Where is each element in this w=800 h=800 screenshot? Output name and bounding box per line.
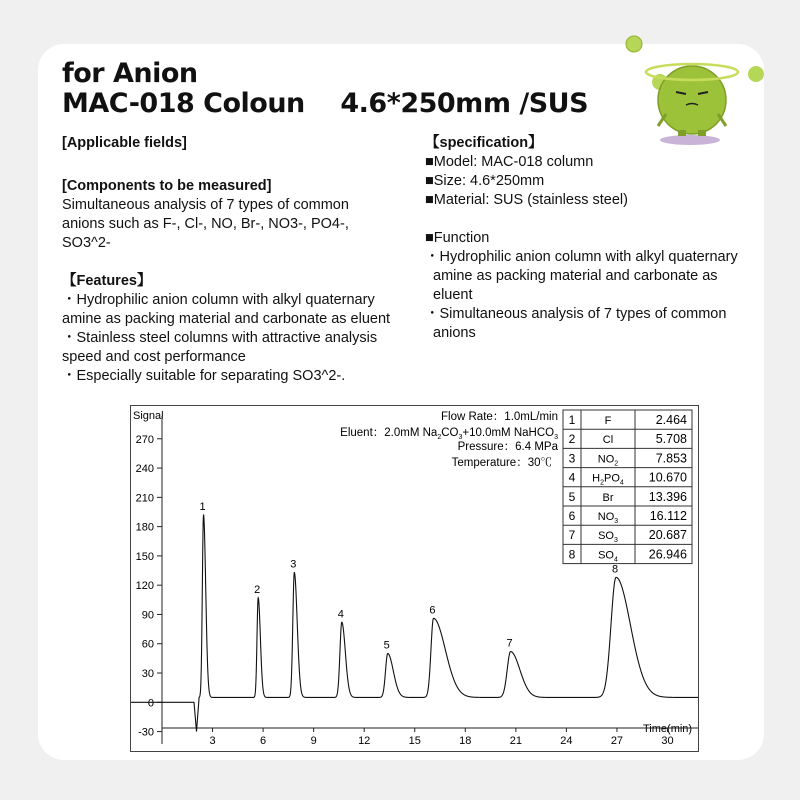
components-line: Simultaneous analysis of 7 types of common (62, 197, 349, 213)
spec-line: ■Material: SUS (stainless steel) (425, 192, 628, 208)
function-line: amine as packing material and carbonate as (433, 268, 718, 284)
eluent-part: Eluent：2.0mM Na (340, 427, 438, 439)
ion-text: NO (597, 511, 615, 523)
y-tick-label: 210 (135, 492, 154, 505)
table-cell-time: 5.708 (655, 432, 687, 447)
eluent-sub: 3 (458, 434, 463, 441)
table-cell-no: 3 (568, 451, 576, 466)
table-cell-time: 10.670 (648, 470, 687, 485)
components-line: SO3^2- (62, 235, 111, 251)
table-cell-time: 7.853 (655, 451, 687, 466)
retention-table (563, 410, 692, 564)
x-tick-label: 9 (310, 735, 317, 747)
flow-rate-text: Flow Rate：1.0mL/min (441, 411, 558, 423)
features-heading: 【Features】 (62, 273, 152, 289)
x-axis-label: Time(min) (643, 723, 693, 735)
y-tick-label: 180 (135, 521, 154, 534)
ion-text: H (592, 472, 601, 485)
applicable-fields-heading: [Applicable fields] (62, 135, 187, 151)
peak-label: 5 (383, 639, 390, 652)
ion-text: Br (602, 491, 614, 504)
table-cell-no: 2 (568, 432, 576, 447)
table-cell-ion (592, 473, 624, 487)
chromatogram-svg (131, 406, 698, 751)
ion-text: SO (598, 530, 614, 543)
peak-label: 2 (254, 583, 261, 596)
x-tick-label: 27 (610, 735, 624, 747)
chromatogram-chart (130, 405, 699, 752)
function-line: ・Hydrophilic anion column with alkyl quaternary (425, 249, 738, 265)
eluent-part: CO (441, 427, 459, 439)
y-tick-label: -30 (138, 726, 154, 739)
feature-line: amine as packing material and carbonate as eluent (62, 311, 391, 327)
temperature-text: Temperature：30℃ (451, 457, 552, 469)
table-cell-no: 6 (568, 509, 576, 523)
eluent-sub: 3 (554, 434, 558, 441)
table-cell-ion (603, 492, 614, 504)
page-title-line2: MAC-018 Coloun 4.6*250mm /SUS (62, 88, 589, 119)
y-tick-label: 0 (147, 697, 154, 710)
function-line: ・Simultaneous analysis of 7 types of common (425, 306, 727, 322)
table-cell-time: 13.396 (648, 489, 687, 504)
table-cell-no: 5 (568, 489, 576, 504)
ion-sub: 4 (614, 556, 618, 564)
ion-text: NO (597, 453, 615, 466)
feature-line: ・Especially suitable for separating SO3^2-. (62, 368, 346, 384)
pressure-text: Pressure：6.4 MPa (457, 441, 558, 453)
x-tick-label: 6 (260, 735, 267, 747)
peak-label: 3 (290, 558, 297, 571)
ion-sub: 3 (614, 518, 619, 525)
x-tick-label: 21 (509, 735, 522, 747)
peak-label: 8 (611, 563, 619, 576)
table-cell-time: 2.464 (655, 413, 687, 427)
components-heading: [Components to be measured] (62, 178, 272, 194)
ion-text: Cl (602, 434, 614, 447)
peak-label: 6 (429, 604, 436, 617)
eluent-sub: 2 (437, 434, 442, 441)
feature-line: ・Stainless steel columns with attractive analysis (62, 330, 378, 346)
page-title-line1: for Anion (62, 58, 198, 89)
y-tick-label: 120 (135, 580, 154, 593)
spec-heading: 【specification】 (425, 135, 543, 151)
y-tick-label: 30 (141, 668, 154, 681)
table-cell-no: 7 (568, 528, 576, 543)
table-cell-no: 1 (568, 413, 576, 427)
table-cell-time: 20.687 (648, 528, 687, 543)
peak-label: 1 (199, 500, 206, 513)
right-column (425, 134, 765, 343)
y-axis-label: Signal (133, 410, 164, 422)
left-column (62, 134, 422, 386)
peak-label: 7 (506, 637, 513, 650)
table-cell-ion (605, 415, 612, 427)
x-tick-label: 15 (408, 735, 421, 747)
x-tick-label: 3 (209, 735, 216, 747)
ion-text: PO (604, 472, 620, 485)
spec-line: ■Size: 4.6*250mm (425, 173, 545, 189)
table-cell-no: 8 (568, 547, 576, 562)
ion-text: SO (598, 549, 614, 562)
components-line: anions such as F-, Cl-, NO, Br-, NO3-, PO4-, (62, 216, 349, 232)
y-tick-label: 270 (135, 433, 154, 446)
ion-text: F (604, 415, 612, 427)
function-line: anions (433, 325, 476, 341)
feature-line: ・Hydrophilic anion column with alkyl quaternary (62, 292, 375, 308)
y-tick-label: 90 (141, 609, 154, 622)
peak-labels (199, 501, 618, 652)
function-line: eluent (433, 287, 473, 303)
ion-sub: 2 (600, 479, 605, 487)
function-heading: ■Function (425, 230, 490, 246)
table-cell-ion (603, 434, 613, 446)
y-tick-label: 240 (135, 463, 154, 476)
table-cell-no: 4 (568, 470, 576, 485)
x-tick-label: 24 (560, 735, 573, 747)
y-tick-label: 150 (135, 550, 154, 563)
eluent-text (340, 427, 558, 441)
spec-line: ■Model: MAC-018 column (425, 154, 594, 170)
x-tick-label: 12 (358, 735, 371, 747)
peak-label: 4 (337, 608, 344, 621)
ion-sub: 4 (619, 479, 624, 487)
table-cell-time: 16.112 (649, 509, 687, 523)
ion-sub: 3 (614, 537, 618, 545)
table-cell-time: 26.946 (648, 547, 687, 562)
x-tick-label: 18 (459, 735, 472, 747)
feature-line: speed and cost performance (62, 349, 246, 365)
ion-sub: 2 (614, 460, 619, 468)
y-tick-label: 60 (141, 638, 154, 651)
x-tick-label: 30 (661, 735, 674, 747)
eluent-part: +10.0mM NaHCO (462, 427, 555, 439)
